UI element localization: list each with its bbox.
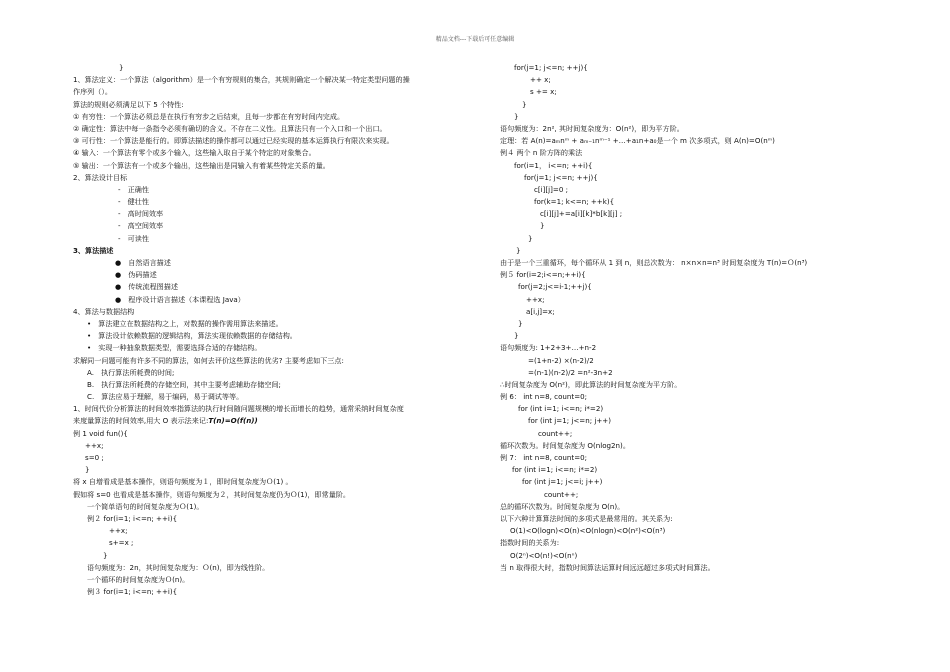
- line-text: }: [85, 465, 90, 475]
- right-line: [500, 123, 890, 135]
- right-line: [500, 440, 890, 452]
- left-line: [73, 525, 468, 537]
- left-line: [73, 172, 468, 184]
- line-text: for (int i=1; i<=n; i*=2): [518, 404, 604, 414]
- line-text: c[i][j]+=a[i][k]*b[k][j] ;: [540, 209, 623, 219]
- left-line: [73, 184, 468, 196]
- left-line: [73, 489, 468, 501]
- right-line: [500, 160, 890, 172]
- line-text: for(i=1， i<=n; ++i){: [514, 160, 593, 170]
- line-text: count++;: [538, 428, 573, 438]
- right-line: [500, 489, 890, 501]
- line-text: 例５ for(i=2;i<=n;++i){: [500, 270, 586, 280]
- line-text: B. 执行算法所耗费的存储空间，其中主要考虑辅助存储空间;: [87, 379, 281, 389]
- left-line: [73, 513, 468, 525]
- line-text: 例 6： int n=8, count=0;: [500, 392, 588, 402]
- left-line: [73, 330, 468, 342]
- left-line: [73, 62, 468, 74]
- line-text: 指数时间的关系为:: [500, 538, 560, 548]
- line-text: 例４ 两个 n 阶方阵的乘法: [500, 148, 583, 158]
- line-text: a[i,j]=x;: [526, 306, 555, 316]
- left-line: [73, 281, 468, 293]
- line-text: 1、时间代价分析算法的时间效率指算法的执行时间随问题规模的增长而增长的趋势，通常采纳时间复杂度: [73, 404, 404, 414]
- right-line: [500, 379, 890, 391]
- left-line: [73, 501, 468, 513]
- line-text: ● 自然语言描述: [115, 258, 171, 267]
- line-text: 一个简单语句的时间复杂度为Ｏ(1)。: [87, 501, 204, 511]
- left-line: [73, 196, 468, 208]
- right-line: [500, 513, 890, 525]
- left-line: [73, 476, 468, 488]
- line-text: 4、算法与数据结构: [73, 306, 135, 316]
- line-text: ⑤ 输出：一个算法有一个或多个输出，这些输出是同输入有着某些特定关系的量。: [73, 160, 330, 170]
- line-text: - 高时间效率: [118, 209, 164, 219]
- right-line: [500, 330, 890, 342]
- left-line: [73, 428, 468, 440]
- line-text: 例２ for(i=1; i<=n; ++i){: [87, 513, 178, 523]
- line-text: =(1+n-2) ×(n-2)/2: [528, 355, 594, 365]
- right-line: [500, 208, 890, 220]
- line-text: 例 1 void fun(){: [73, 428, 128, 438]
- line-text: 由于是一个三重循环，每个循环从 1 到 n，则总次数为： n×n×n=n³ 时间复杂度为 T(n)=Ｏ(n³): [500, 258, 808, 267]
- right-line: [500, 342, 890, 354]
- right-line: [500, 257, 890, 269]
- formula-text: T(n)=O(f(n)): [208, 416, 258, 426]
- line-text: c[i][j]=0 ;: [534, 184, 569, 194]
- line-text: • 算法建立在数据结构之上，对数据的操作需用算法来描述。: [87, 318, 283, 328]
- right-line: [500, 269, 890, 281]
- right-line: [500, 184, 890, 196]
- right-line: [500, 196, 890, 208]
- line-text: 以下六种计算算法时间的多项式是最常用的。其关系为:: [500, 513, 673, 523]
- line-text: 语句频度为: 1+2+3+…+n-2: [500, 343, 597, 353]
- line-text: }: [516, 245, 521, 255]
- line-text: C. 算法应易于理解，易于编码，易于调试等等。: [87, 392, 244, 402]
- line-text: ① 有穷性：一个算法必须总是在执行有穷步之后结束，且每一步都在有穷时间内完成。: [73, 111, 345, 121]
- right-line: [500, 99, 890, 111]
- right-line: [500, 391, 890, 403]
- left-line: [73, 586, 468, 598]
- left-line: [73, 160, 468, 172]
- left-line: [73, 111, 468, 123]
- line-text: =(n-1)(n-2)/2 =n²-3n+2: [528, 367, 613, 377]
- line-text: 1、算法定义：一个算法（algorithm）是一个有穷规则的集合，其规则确定一个解决某一特定类型问题的操: [73, 75, 410, 85]
- line-text: 定理：若 A(n)=aₘnᵐ + aₘ₋₁nᵐ⁻¹ +…+a₁n+a₀是一个 m 次多项式，则 A(n)=O(nᵐ): [500, 136, 775, 146]
- line-text: O(1)<O(logn)<O(n)<O(nlogn)<O(n²)<O(n³): [510, 526, 666, 536]
- left-line: [73, 74, 468, 86]
- right-line: [500, 501, 890, 513]
- right-line: [500, 220, 890, 232]
- right-line: [500, 452, 890, 464]
- line-text: - 高空间效率: [118, 221, 164, 231]
- line-text: s += x;: [530, 87, 557, 97]
- left-line: [73, 355, 468, 367]
- line-text: A. 执行算法所耗费的时间;: [87, 367, 175, 377]
- left-line: [73, 550, 468, 562]
- right-line: [500, 550, 890, 562]
- line-text: for(j=1; j<=n; ++j){: [524, 172, 598, 182]
- line-text: ② 确定性：算法中每一条指令必须有确切的含义。不存在二义性。且算法只有一个入口和一个出口。: [73, 123, 387, 133]
- right-line: [500, 306, 890, 318]
- right-line: [500, 367, 890, 379]
- line-text: ③ 可行性：一个算法是能行的。即算法描述的操作都可以通过已经实现的基本运算执行有限次来实现。: [73, 136, 394, 146]
- line-text: }: [522, 99, 527, 109]
- line-text: 求解同一问题可能有许多不同的算法，如何去评价这些算法的优劣? 主要考虑如下三点:: [73, 355, 344, 365]
- left-line: [73, 403, 468, 415]
- right-line: [500, 74, 890, 86]
- left-line: [73, 257, 468, 269]
- page-header: 精品文档---下载后可任意编辑: [435, 36, 515, 43]
- line-text: 将 x 自增看成是基本操作，则语句频度为１，即时间复杂度为Ｏ(1) 。: [73, 477, 293, 487]
- line-text: - 健壮性: [118, 197, 149, 207]
- line-text: for (int i=1; i<=n; i*=2): [512, 465, 598, 475]
- left-line: [73, 220, 468, 232]
- right-line: [500, 355, 890, 367]
- right-line: [500, 86, 890, 98]
- right-line: [500, 318, 890, 330]
- line-text: count++;: [544, 489, 579, 499]
- line-text: for (int j=1; j<=n; j++): [528, 416, 611, 426]
- line-text: }: [528, 233, 533, 243]
- line-text: }: [518, 318, 523, 328]
- left-line: [73, 391, 468, 403]
- line-text: 例 7： int n=8, count=0;: [500, 453, 588, 462]
- left-column: [73, 62, 468, 598]
- right-line: [500, 135, 890, 147]
- line-text: ++x;: [109, 526, 128, 536]
- left-line: [73, 562, 468, 574]
- line-text: }: [514, 331, 519, 341]
- line-text: ∴时间复杂度为 O(n²)，即此算法的时间复杂度为平方阶。: [500, 379, 682, 389]
- line-text: 语句频度为：2n², 其时间复杂度为：O(n²)，即为平方阶。: [500, 123, 684, 133]
- left-line: [73, 342, 468, 354]
- line-text: 语句频度为：2n，其时间复杂度为：Ｏ(n)，即为线性阶。: [87, 562, 270, 572]
- line-text: ++x;: [526, 294, 545, 304]
- right-line: [500, 281, 890, 293]
- left-line: [73, 233, 468, 245]
- left-line: [73, 245, 468, 257]
- line-text: s=0 ;: [85, 453, 104, 462]
- line-text: ++x;: [85, 440, 104, 450]
- left-line: [73, 123, 468, 135]
- line-text: O(2ⁿ)<O(n!)<O(nⁿ): [510, 550, 578, 560]
- line-text: s+=x ;: [109, 538, 134, 548]
- right-line: [500, 403, 890, 415]
- right-line: [500, 62, 890, 74]
- left-line: [73, 367, 468, 379]
- line-text: 循环次数为。时间复杂度为 O(nlog2n)。: [500, 440, 630, 450]
- right-line: [500, 233, 890, 245]
- right-line: [500, 428, 890, 440]
- line-text: 3、算法描述: [73, 245, 114, 255]
- left-line: [73, 440, 468, 452]
- left-line: [73, 306, 468, 318]
- line-text: 来度量算法的时间效率,用大 O 表示法来记:: [73, 416, 209, 426]
- line-text: for(j=1; j<=n; ++j){: [514, 63, 588, 72]
- left-line: [73, 464, 468, 476]
- left-line: [73, 294, 468, 306]
- line-text: 一个循环的时间复杂度为Ｏ(n)。: [87, 574, 190, 584]
- line-text: • 算法设计依赖数据的逻辑结构，算法实现依赖数据的存储结构。: [87, 331, 297, 341]
- right-line: [500, 562, 890, 574]
- right-line: [500, 537, 890, 549]
- right-line: [500, 172, 890, 184]
- line-text: 总的循环次数为。时间复杂度为 O(n)。: [500, 501, 625, 511]
- line-text: ++ x;: [530, 75, 551, 85]
- line-text: - 可读性: [118, 233, 149, 243]
- line-text: ● 伪码描述: [115, 270, 157, 280]
- line-text: }: [540, 221, 545, 231]
- line-text: 例３ for(i=1; i<=n; ++i){: [87, 587, 178, 597]
- left-line: [73, 269, 468, 281]
- right-line: [500, 525, 890, 537]
- right-line: [500, 294, 890, 306]
- line-text: ● 传统流程图描述: [115, 282, 178, 292]
- line-text: - 正确性: [118, 184, 149, 194]
- right-line: [500, 464, 890, 476]
- left-line: [73, 208, 468, 220]
- left-line: [73, 99, 468, 111]
- left-line: [73, 318, 468, 330]
- right-line: [500, 147, 890, 159]
- right-line: [500, 476, 890, 488]
- left-line: [73, 452, 468, 464]
- line-text: }: [119, 63, 124, 72]
- right-line: [500, 415, 890, 427]
- line-text: }: [514, 111, 519, 121]
- line-text: 当 n 取得很大时，指数时间算法运算时间远远超过多项式时间算法。: [500, 562, 715, 572]
- line-text: }: [103, 550, 108, 560]
- line-text: 假如将 s=0 也看成是基本操作，则语句频度为２，其时间复杂度仍为Ｏ(1)，即常量阶。: [73, 489, 350, 499]
- left-line: [73, 537, 468, 549]
- line-text: for(j=2;j<=i-1;++j){: [518, 282, 592, 292]
- line-text: 作序列（）。: [73, 87, 113, 97]
- line-text: 算法的规则必须满足以下 5 个特性:: [73, 99, 184, 109]
- line-text: ④ 输入：一个算法有零个或多个输入，这些输入取自于某个特定的对象集合。: [73, 148, 316, 158]
- right-column: [500, 62, 890, 574]
- line-text: for(k=1; k<=n; ++k){: [534, 197, 615, 207]
- right-line: [500, 111, 890, 123]
- line-text: for (int j=1; j<=i; j++): [522, 477, 603, 487]
- line-text: ● 程序设计语言描述（本课程选 Java）: [115, 294, 245, 304]
- left-line: [73, 86, 468, 98]
- right-line: [500, 245, 890, 257]
- line-text: • 实现一种抽象数据类型，需要选择合适的存储结构。: [87, 343, 262, 353]
- left-line: [73, 135, 468, 147]
- left-line: [73, 415, 468, 427]
- left-line: [73, 574, 468, 586]
- line-text: 2、算法设计目标: [73, 172, 128, 182]
- left-line: [73, 379, 468, 391]
- left-line: [73, 147, 468, 159]
